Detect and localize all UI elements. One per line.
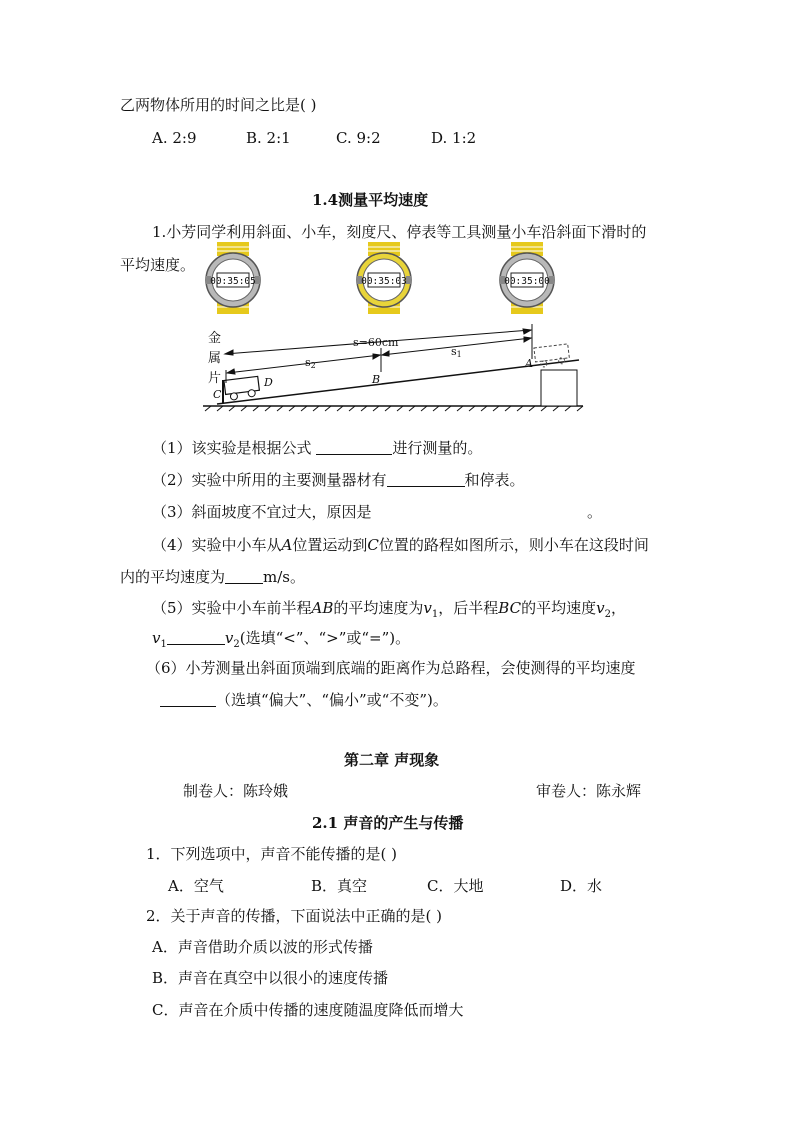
q1-4-line2-prefix: 内的平均速度为 — [120, 568, 226, 586]
q2-1-option-a: A．空气 — [168, 877, 224, 895]
s2-sub: 2 — [310, 361, 316, 370]
metal-label-2: 属 — [208, 351, 222, 366]
question-1-line-1: 1.小芳同学利用斜面、小车，刻度尺、停表等工具测量小车沿斜面下滑时的 — [152, 223, 647, 241]
q2-1-stem: 1．下列选项中，声音不能传播的是( ) — [146, 845, 398, 863]
question-1-6-line-1: （6）小芳测量出斜面顶端到底端的距离作为总路程，会使测得的平均速度 — [146, 659, 636, 677]
stopwatch-1-icon — [206, 242, 260, 314]
option-c: C. 9:2 — [336, 129, 381, 147]
point-a-label: A — [525, 357, 533, 370]
stopwatch-2-time: 00:35:03 — [361, 276, 407, 287]
q1-1-prefix: （1）该实验是根据公式 — [152, 439, 317, 457]
author: 制卷人：陈玲娥 — [183, 782, 289, 800]
q1-4-part-a: （4）实验中小车从 — [152, 536, 282, 554]
q1-2-suffix: 和停表。 — [464, 471, 525, 489]
q2-2-option-c: C．声音在介质中传播的速度随温度降低而增大 — [152, 1001, 464, 1019]
stopwatch-3-time: 00:35:00 — [504, 276, 550, 287]
q1-6-line2-suffix: （选填“偏大”、“偏小”或“不变”)。 — [216, 691, 448, 709]
q1-5-ab: AB — [311, 599, 334, 617]
q1-5-line2-suffix: (选填“<”、“>”或“=”)。 — [239, 629, 411, 647]
s1-label: s — [451, 345, 457, 358]
question-1-2 — [152, 470, 525, 490]
q1-4-point-c: C — [367, 536, 379, 554]
q1-5-part-a: （5）实验中小车前半程 — [152, 599, 312, 617]
q1-4-point-a: A — [281, 536, 293, 554]
q1-5-v1-sub: 1 — [431, 609, 439, 620]
question-stem: 乙两物体所用的时间之比是( ) — [120, 96, 317, 114]
chapter-title: 第二章 声现象 — [344, 751, 440, 769]
metal-label-1: 金 — [208, 331, 222, 346]
q2-1-option-c: C．大地 — [427, 877, 484, 895]
q2-1-option-b: B．真空 — [311, 877, 368, 895]
q1-2-prefix: （2）实验中所用的主要测量器材有 — [152, 471, 387, 489]
q1-3-prefix: （3）斜面坡度不宜过大，原因是 — [152, 503, 372, 521]
svg-text:s1 — [451, 345, 462, 359]
q2-2-stem: 2．关于声音的传播，下面说法中正确的是( ) — [146, 907, 443, 925]
q1-5-v2-sub: 2 — [604, 609, 611, 620]
question-1-6-line-2 — [160, 690, 448, 710]
q1-5-line2-v2: v — [224, 629, 234, 647]
q1-1-suffix: 进行测量的。 — [392, 439, 483, 457]
support-block — [541, 370, 577, 406]
question-1-line-2: 平均速度。 — [120, 256, 196, 274]
question-1-5-line-2 — [152, 628, 410, 655]
cart-icon — [224, 376, 260, 400]
question-1-1 — [152, 438, 482, 458]
answer-blank-1[interactable] — [316, 438, 392, 455]
q1-5-part-b: 的平均速度为 — [333, 599, 424, 617]
s1-sub: 1 — [456, 350, 462, 359]
q1-5-v2: v — [596, 599, 605, 617]
metal-label-3: 片 — [208, 371, 222, 386]
question-1-4-line-2 — [120, 567, 305, 587]
answer-blank-2[interactable] — [387, 470, 465, 487]
point-b-label: B — [372, 373, 381, 386]
q1-5-part-e: ， — [610, 599, 626, 617]
incline-experiment-figure — [195, 238, 595, 414]
q1-4-part-b: 位置运动到 — [292, 536, 368, 554]
q1-4-part-c: 位置的路程如图所示，则小车在这段时间 — [378, 536, 649, 554]
stopwatch-1-time: 00:35:05 — [210, 276, 256, 287]
q1-4-line2-suffix: m/s。 — [263, 568, 305, 586]
answer-blank-4[interactable] — [225, 567, 263, 584]
q1-5-line2-v1-sub: 1 — [160, 639, 167, 650]
section-2-1-title: 2.1 声音的产生与传播 — [312, 814, 464, 832]
stopwatch-3-icon — [500, 242, 554, 314]
q1-5-line2-v2-sub: 2 — [233, 639, 240, 650]
section-title: 1.4测量平均速度 — [312, 191, 429, 209]
question-1-5-line-1 — [152, 598, 626, 625]
total-distance-label: s=60cm — [353, 336, 399, 349]
option-a: A. 2:9 — [152, 129, 197, 147]
q1-5-bc: BC — [498, 599, 522, 617]
q1-5-v1: v — [423, 599, 432, 617]
reviewer: 审卷人：陈永辉 — [536, 782, 642, 800]
stopwatch-2-icon — [357, 242, 411, 314]
q1-5-part-c: ，后半程 — [438, 599, 499, 617]
option-d: D. 1:2 — [431, 129, 477, 147]
answer-blank-5[interactable] — [167, 628, 225, 645]
q2-1-option-d: D．水 — [560, 877, 603, 895]
question-1-3 — [152, 502, 372, 522]
point-d-label: D — [264, 376, 273, 389]
answer-blank-6[interactable] — [160, 690, 216, 707]
q1-5-line2-v1: v — [152, 629, 161, 647]
q2-2-option-b: B．声音在真空中以很小的速度传播 — [152, 969, 389, 987]
svg-text:s2 — [305, 356, 316, 370]
q1-3-suffix: 。 — [587, 503, 603, 521]
option-b: B. 2:1 — [246, 129, 291, 147]
question-1-4-line-1 — [152, 535, 649, 555]
s2-label: s — [305, 356, 311, 369]
point-c-label: C — [213, 388, 222, 401]
q1-5-part-d: 的平均速度 — [521, 599, 597, 617]
q2-2-option-a: A．声音借助介质以波的形式传播 — [152, 938, 373, 956]
